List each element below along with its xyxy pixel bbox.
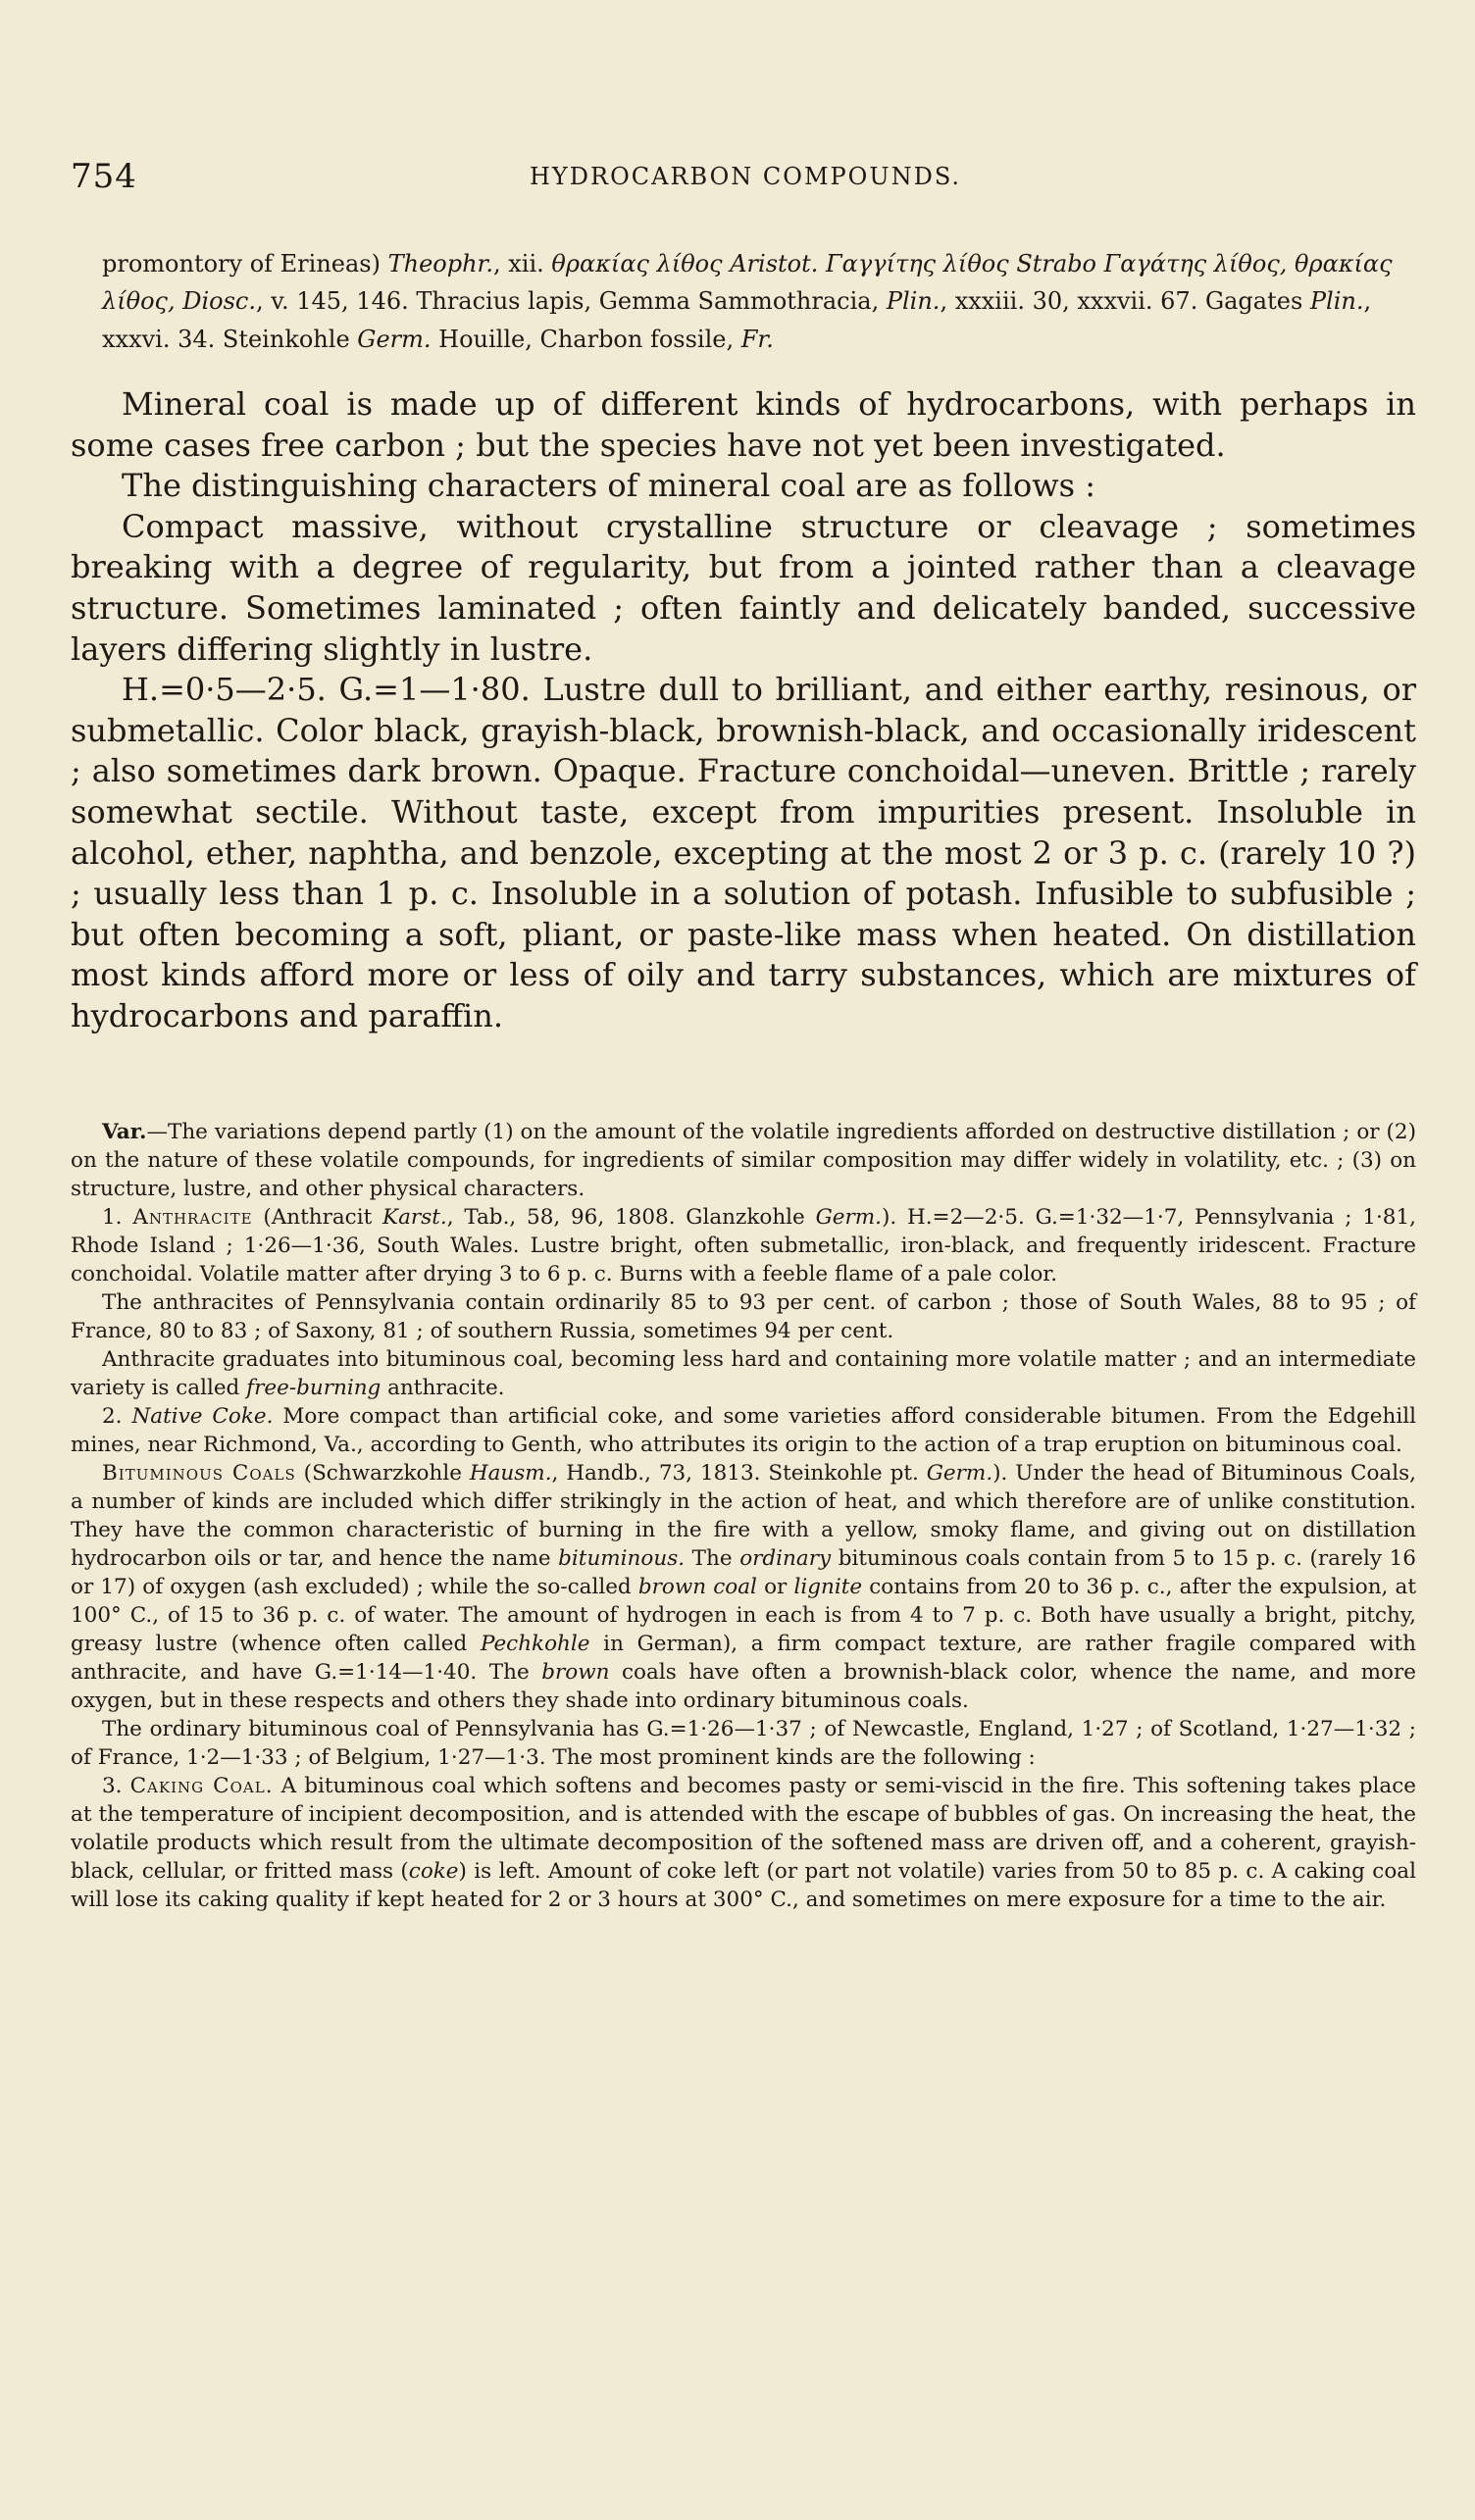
body-text: Anthracite graduates into bituminous coal, becoming less hard and containing more volatile matter ; and an intermediate variety is called <box>71 1347 1416 1401</box>
body-text: anthracite. <box>381 1376 505 1401</box>
item-number: 2. <box>102 1404 132 1430</box>
paragraph-varieties <box>71 1118 1416 1203</box>
synonymy-text <box>1096 250 1104 277</box>
greek-name: Γαγάτης λίθος, θρακίας λίθος, <box>102 250 1393 316</box>
language-tag: Fr. <box>740 325 774 353</box>
language-tag: Germ. <box>357 325 432 353</box>
paragraph-composition: Mineral coal is made up of different kinds of hydrocarbons, with perhaps in some cases free carbon ; but the species have not yet been investigated. <box>71 385 1416 464</box>
var-label: Var. <box>102 1120 147 1144</box>
item-number: 1. <box>102 1205 133 1231</box>
body-text: contains from 20 to 36 p. c., after the expulsion, at 100° C., of 15 to 36 p. c. of water. The amount of hydrogen in each is from 4 to 7 p. c. Both have usually a bright, pitchy, greasy lustre (whence often called <box>71 1575 1417 1657</box>
variety-name: Anthracite <box>132 1205 253 1231</box>
body-text: ). H.=2—2·5. G.=1·32—1·7, Pennsylvania ; 1·81, Rhode Island ; 1·26—1·36, South Wales. Lustre bright, often submetallic, iron-black, and frequently iridescent. Fracture conchoidal. Volatile matter after drying 3 to 6 p. c. Burns with a feeble flame of a pale color. <box>71 1205 1416 1287</box>
body-text: in German), a firm compact texture, are rather fragile compared with anthracite, and have G.=1·14—1·40. The <box>71 1632 1416 1686</box>
paragraph-bituminous-gravity: The ordinary bituminous coal of Pennsylvania has G.=1·26—1·37 ; of Newcastle, England, 1·27 ; of Scotland, 1·27—1·32 ; of France, 1·2—1·33 ; of Belgium, 1·27—1·3. The most prominent kinds are the following : <box>71 1717 1416 1771</box>
page-number: 754 <box>71 157 137 196</box>
term: brown <box>541 1660 610 1686</box>
paragraph-anthracite <box>71 1203 1416 1288</box>
paragraph-characters-intro: The distinguishing characters of mineral coal are as follows : <box>122 467 1095 505</box>
author-citation: Karst. <box>382 1205 447 1231</box>
term: brown coal <box>637 1575 757 1600</box>
author-citation: Plin. <box>886 287 941 316</box>
paragraph-caking-coal <box>71 1772 1416 1914</box>
body-text: bituminous coals contain from 5 to 15 p. c. (rarely 16 or 17) of oxygen (ash excluded) ; while the so-called <box>71 1546 1416 1600</box>
variety-name: Caking Coal. <box>129 1774 274 1799</box>
term: Pechkohle <box>480 1632 590 1657</box>
synonymy-text <box>818 250 826 277</box>
term: free-burning <box>246 1376 381 1401</box>
synonymy-text: , xxxvi. 34. Steinkohle <box>102 287 1372 353</box>
main-description <box>71 384 1416 1037</box>
body-text: More compact than artificial coke, and some varieties afford considerable bitumen. From the Edgehill mines, near Richmond, Va., according to Genth, who attributes its origin to the action of a trap eruption on bituminous coal. <box>71 1404 1416 1458</box>
synonymy-block <box>102 245 1416 358</box>
author-citation: Strabo <box>1016 250 1097 277</box>
variety-name: Bituminous Coals <box>102 1461 296 1487</box>
paragraph-bituminous-coals <box>71 1459 1416 1715</box>
item-number: 3. <box>102 1774 130 1799</box>
running-head: HYDROCARBON COMPOUNDS. <box>530 163 962 190</box>
greek-name: θρακίας λίθος <box>551 250 723 277</box>
body-text: or <box>756 1575 794 1600</box>
body-text: The <box>685 1546 740 1572</box>
language-tag: Germ. <box>926 1461 993 1487</box>
author-citation: Theophr. <box>387 250 494 277</box>
body-text: , Tab., 58, 96, 1808. Glanzkohle <box>446 1205 816 1231</box>
body-text: ) is left. Amount of coke left (or part not volatile) varies from 50 to 85 p. c. A caking coal will lose its caking quality if kept heated for 2 or 3 hours at 300° C., and sometimes on mere exposure for a time to the air. <box>71 1859 1416 1913</box>
term: ordinary <box>739 1546 832 1572</box>
paragraph-structure: Compact massive, without crystalline structure or cleavage ; sometimes breaking with a degree of regularity, but from a jointed rather than a cleavage structure. Sometimes laminated ; often faintly and delicately banded, successive layers differing slightly in lustre. <box>71 507 1416 668</box>
body-text: (Anthracit <box>252 1205 383 1231</box>
synonymy-text: , v. 145, 146. Thracius lapis, Gemma Sammothracia, <box>256 287 887 316</box>
greek-name: Γαγγίτης λίθος <box>826 250 1009 277</box>
body-text: A bituminous coal which softens and becomes pasty or semi-viscid in the fire. This softening takes place at the temperature of incipient decomposition, and is attended with the escape of bubbles of gas. On increasing the heat, the volatile products which result from the ultimate decomposition of the softened mass are driven off, and a coherent, grayish-black, cellular, or fritted mass ( <box>71 1774 1416 1885</box>
var-text: —The variations depend partly (1) on the amount of the volatile ingredients afforded on destructive distillation ; or (2) on the nature of these volatile compounds, for ingredients of similar composition may differ widely in volatility, etc. ; (3) on structure, lustre, and other physical characters. <box>71 1120 1416 1202</box>
term: lignite <box>793 1575 863 1600</box>
body-text: (Schwarzkohle <box>295 1461 470 1487</box>
synonymy-text: Houille, Charbon fossile, <box>431 325 741 353</box>
body-text: , Handb., 73, 1813. Steinkohle pt. <box>551 1461 927 1487</box>
body-text: coals have often a brownish-black color, whence the name, and more oxygen, but in these respects and others they shade into ordinary bituminous coals. <box>71 1660 1417 1714</box>
variety-name: Native Coke. <box>131 1404 274 1430</box>
author-citation: Hausm. <box>469 1461 552 1487</box>
synonymy-text: , xxxiii. 30, xxxvii. 67. Gagates <box>940 287 1310 316</box>
body-text: ). Under the head of Bituminous Coals, a number of kinds are included which differ strikingly in the action of heat, and which therefore are of unlike constitution. They have the common characteristic of burning in the fire with a yellow, smoky flame, and giving out on distillation hydrocarbon oils or tar, and hence the name <box>71 1461 1416 1572</box>
page-header <box>71 157 1424 196</box>
language-tag: Germ. <box>815 1205 882 1231</box>
term: coke <box>408 1859 459 1885</box>
paragraph-physical-properties: H.=0·5—2·5. G.=1—1·80. Lustre dull to brilliant, and either earthy, resinous, or submetallic. Color black, grayish-black, brownish-black, and occasionally iridescent ; also sometimes dark brown. Opaque. Fracture conchoidal—uneven. Brittle ; rarely somewhat sectile. Without taste, except from impurities present. Insoluble in alcohol, ether, naphtha, and benzole, excepting at the most 2 or 3 p. c. (rarely 10 ?) ; usually less than 1 p. c. Insoluble in a solution of potash. Infusible to subfusible ; but often becoming a soft, pliant, or paste-like mass when heated. On distillation most kinds afford more or less of oily and tarry substances, which are mixtures of hydrocarbons and paraffin. <box>71 671 1416 1034</box>
synonymy-text: , xii. <box>493 250 552 277</box>
term: bituminous. <box>558 1546 686 1572</box>
author-citation: Plin. <box>1309 287 1364 316</box>
paragraph-anthracite-graduation <box>71 1345 1416 1402</box>
synonymy-text: promontory of Erineas) <box>102 250 388 277</box>
author-citation: Diosc. <box>182 287 256 316</box>
varieties-section <box>71 1118 1416 1914</box>
paragraph-anthracite-carbon: The anthracites of Pennsylvania contain ordinarily 85 to 93 per cent. of carbon ; those of South Wales, 88 to 95 ; of France, 80 to 83 ; of Saxony, 81 ; of southern Russia, sometimes 94 per cent. <box>71 1290 1416 1344</box>
paragraph-native-coke <box>71 1402 1416 1459</box>
author-citation: Aristot. <box>730 250 819 277</box>
